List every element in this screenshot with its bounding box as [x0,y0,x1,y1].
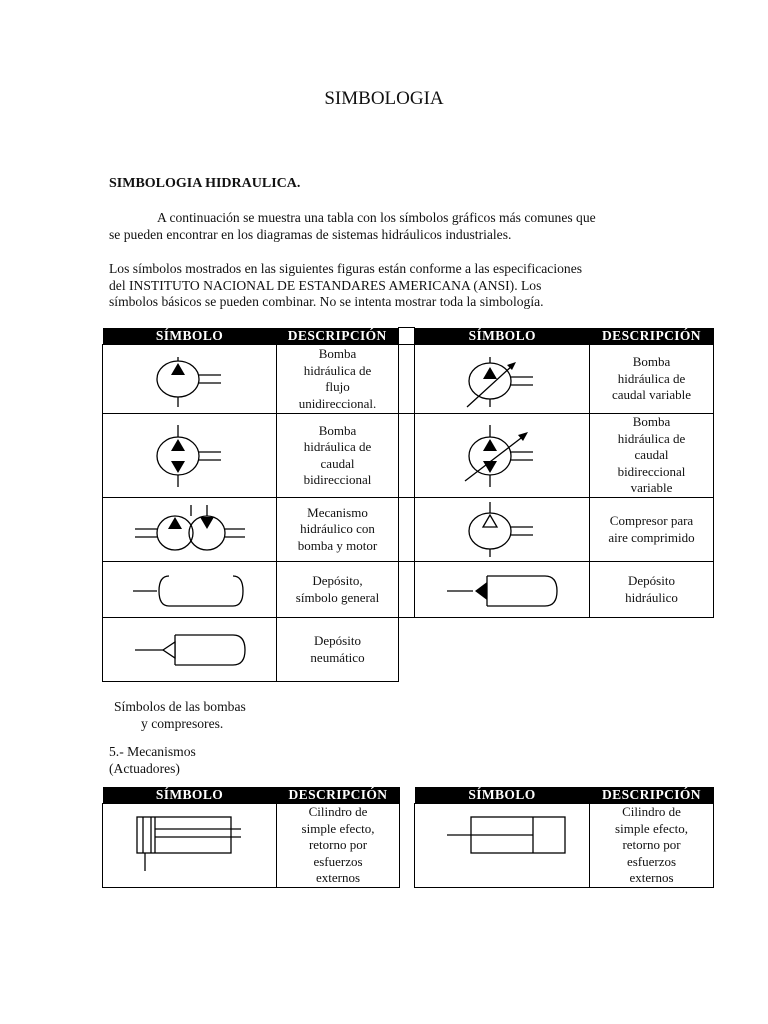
description-line: hidráulica de [303,362,372,378]
description-line: hidráulica de [617,370,686,386]
description-line: Mecanismo [307,504,368,520]
column-gap [399,498,415,562]
symbol-column-header: SÍMBOLO [415,328,590,345]
description-cell [590,498,714,562]
pump-motor-mechanism-icon [103,499,277,561]
description-cell [590,562,714,618]
description-line: esfuerzos [313,853,363,869]
description-line: hidráulico [625,589,678,605]
description-line: flujo [325,379,350,394]
air-compressor-icon [415,499,590,561]
description-cell [277,498,399,562]
description-line: aire comprimido [608,529,695,545]
page-title: SIMBOLOGIA [324,88,444,109]
pumps-symbol-table [102,327,714,682]
actuators-heading [109,743,196,777]
description-line: simple efecto, [615,820,688,836]
description-line: simple efecto, [301,820,375,836]
description-line: hidráulica de [303,439,372,454]
bidirectional-pump-icon [103,415,277,497]
column-gap [399,562,415,618]
description-cell [277,618,399,682]
empty-cell [399,618,415,682]
description-line: Cilindro de [622,804,681,820]
ansi-line: Los símbolos mostrados en las siguientes figuras están conforme a las especificaciones [109,261,583,276]
symbol-column-header: SÍMBOLO [415,787,590,804]
symbol-cell [103,498,277,562]
description-line: hidráulica de [617,430,686,446]
description-cell [277,345,399,414]
table-header-row [415,787,714,804]
table-row [103,562,714,618]
table-row [103,804,400,888]
description-line: Depósito [314,633,361,648]
description-cell [277,804,400,888]
symbol-cell [415,804,590,888]
symbol-cell [415,498,590,562]
description-line: Depósito, [312,573,363,588]
table-header-row [103,328,714,345]
description-line: bidireccional [303,472,372,487]
description-cell [277,414,399,498]
pumps-caption [114,698,246,732]
description-line: externos [315,870,361,886]
hydraulic-reservoir-icon [415,563,590,617]
description-column-header: DESCRIPCIÓN [277,328,399,345]
table-row [103,498,714,562]
single-acting-cylinder-external-return-icon [415,805,590,887]
description-column-header: DESCRIPCIÓN [277,787,400,804]
symbol-cell [415,414,590,498]
caption-line: Símbolos de las bombas [114,699,246,714]
empty-cell [415,618,590,682]
column-gap [399,345,415,414]
description-line: Bomba [318,422,357,438]
single-acting-cylinder-icon [103,805,277,887]
description-line: retorno por [308,837,368,853]
heading-line: 5.- Mecanismos [109,744,196,759]
description-line: símbolo general [295,589,380,605]
description-column-header: DESCRIPCIÓN [590,787,714,804]
intro-line: se pueden encontrar en los diagramas de sistemas hidráulicos industriales. [109,226,512,242]
symbol-cell [103,562,277,618]
section-heading: SIMBOLOGIA HIDRAULICA. [109,176,301,191]
description-cell [277,562,399,618]
description-line: bidireccional [617,463,686,479]
caption-line: y compresores. [141,716,224,731]
description-line: Bomba [632,414,671,430]
description-cell [590,345,714,414]
description-line: caudal [320,455,355,471]
table-row [103,345,714,414]
ansi-line: símbolos básicos se pueden combinar. No se intenta mostrar toda la simbología. [109,294,544,309]
intro-paragraph [109,210,596,243]
unidirectional-pump-icon [103,345,277,413]
bidirectional-variable-pump-icon [415,415,590,497]
ansi-line: del INSTITUTO NACIONAL DE ESTANDARES AMERICANA (ANSI). Los [109,277,542,293]
description-line: externos [629,870,674,886]
description-line: caudal [634,447,669,463]
table-row [415,804,714,888]
description-column-header: DESCRIPCIÓN [590,328,714,345]
column-gap [399,414,415,498]
description-line: neumático [310,649,365,665]
description-line: Bomba [318,346,357,361]
description-cell [590,804,714,888]
heading-line: (Actuadores) [109,761,180,776]
description-line: unidireccional. [298,395,377,411]
description-line: Depósito [628,573,675,588]
description-line: Bomba [632,354,671,370]
description-cell [590,414,714,498]
description-line: retorno por [622,837,681,853]
description-line: hidráulico con [300,521,375,537]
description-line: bomba y motor [297,537,378,553]
symbol-cell [415,562,590,618]
actuators-table-left [102,787,400,888]
description-line: Compresor para [609,513,694,528]
table-row [103,618,714,682]
symbol-cell [103,618,277,682]
symbol-cell [415,345,590,414]
description-line: caudal variable [611,387,692,403]
symbol-cell [103,414,277,498]
empty-cell [590,618,714,682]
intro-line: A continuación se muestra una tabla con los símbolos gráficos más comunes que [157,210,596,225]
pneumatic-reservoir-icon [103,619,277,681]
table-header-row [103,787,400,804]
variable-pump-icon [415,345,590,413]
description-line: variable [630,480,673,496]
symbol-column-header: SÍMBOLO [103,328,277,345]
description-line: esfuerzos [626,853,677,869]
column-gap [399,328,415,345]
general-reservoir-icon [103,563,277,617]
symbol-cell [103,804,277,888]
symbol-column-header: SÍMBOLO [103,787,277,804]
symbol-cell [103,345,277,414]
table-row [103,414,714,498]
ansi-paragraph [109,261,582,311]
actuators-table-right [414,787,714,888]
description-line: Cilindro de [308,804,368,820]
